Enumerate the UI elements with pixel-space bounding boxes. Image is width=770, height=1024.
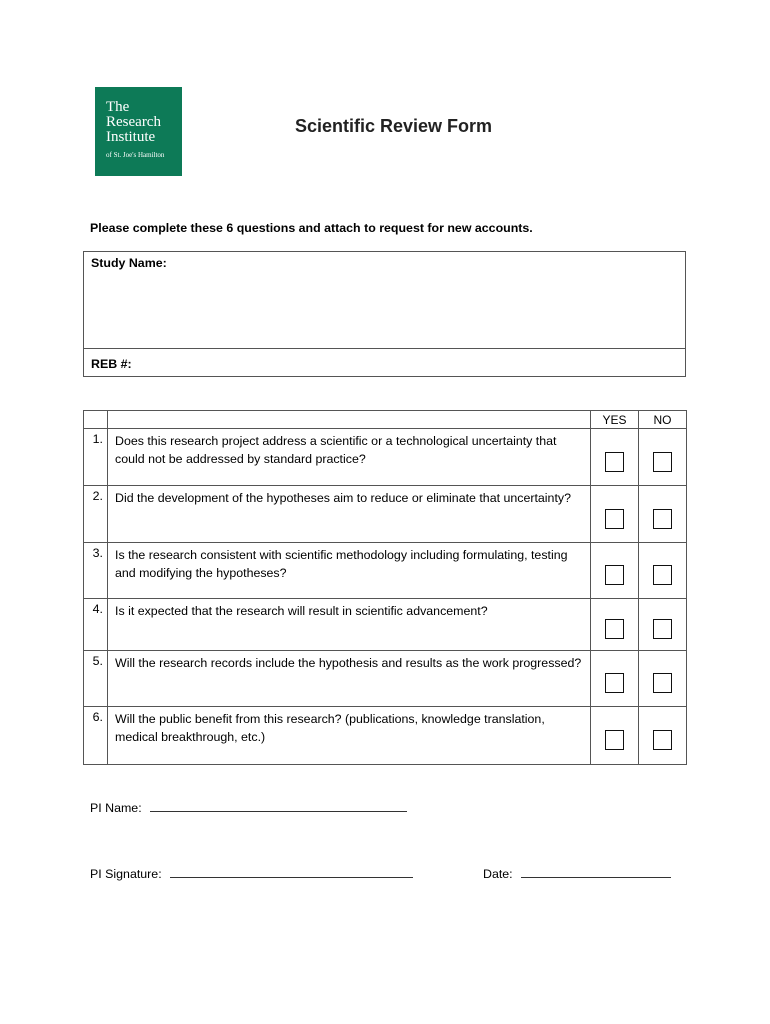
date-field [483,865,671,881]
instructions: Please complete these 6 questions and attach to request for new accounts. [90,221,533,235]
research-institute-logo [95,87,182,176]
date-label: Date: [483,867,513,881]
logo-subtext: of St. Joe's Hamilton [106,151,165,159]
study-info-box [83,251,686,377]
question-text: Will the research records include the hypothesis and results as the work progressed? [108,651,591,707]
no-checkbox[interactable] [653,452,672,472]
question-number: 5. [84,651,108,707]
yes-checkbox[interactable] [605,730,624,750]
question-row [84,543,687,599]
pi-name-line[interactable] [150,799,407,812]
yes-cell [591,429,639,486]
question-text: Is it expected that the research will result in scientific advancement? [108,599,591,651]
question-row [84,486,687,543]
yes-checkbox[interactable] [605,565,624,585]
logo-line-3: Institute [106,129,156,145]
yes-cell [591,707,639,765]
reb-label: REB #: [91,357,132,371]
yes-checkbox[interactable] [605,509,624,529]
logo-line-1: The [106,99,130,115]
pi-signature-label: PI Signature: [90,867,162,881]
yes-header: YES [591,411,639,429]
study-name-label: Study Name: [91,256,167,270]
question-number: 4. [84,599,108,651]
question-row [84,651,687,707]
no-checkbox[interactable] [653,673,672,693]
date-line[interactable] [521,865,671,878]
question-text: Is the research consistent with scientific methodology including formulating, testing and modifying the hypotheses? [108,543,591,599]
no-cell [639,429,687,486]
no-cell [639,599,687,651]
question-number: 2. [84,486,108,543]
no-cell [639,707,687,765]
no-cell [639,543,687,599]
question-number: 6. [84,707,108,765]
question-row [84,707,687,765]
yes-checkbox[interactable] [605,619,624,639]
yes-cell [591,543,639,599]
no-header: NO [639,411,687,429]
pi-signature-field [90,865,413,881]
pi-signature-line[interactable] [170,865,413,878]
no-checkbox[interactable] [653,565,672,585]
question-number: 1. [84,429,108,486]
header-text-cell [108,411,591,429]
no-checkbox[interactable] [653,509,672,529]
no-checkbox[interactable] [653,619,672,639]
no-cell [639,486,687,543]
yes-cell [591,486,639,543]
logo-text [106,100,161,145]
no-checkbox[interactable] [653,730,672,750]
question-text: Does this research project address a scientific or a technological uncertainty that could not be addressed by standard practice? [108,429,591,486]
questions-table [83,410,687,765]
question-row [84,599,687,651]
question-text: Did the development of the hypotheses aim to reduce or eliminate that uncertainty? [108,486,591,543]
question-row [84,429,687,486]
yes-checkbox[interactable] [605,452,624,472]
question-text: Will the public benefit from this research? (publications, knowledge translation, medical breakthrough, etc.) [108,707,591,765]
question-number: 3. [84,543,108,599]
no-cell [639,651,687,707]
yes-checkbox[interactable] [605,673,624,693]
logo-line-2: Research [106,114,161,130]
yes-cell [591,651,639,707]
page-title: Scientific Review Form [295,116,493,136]
box-divider [84,348,685,349]
pi-name-label: PI Name: [90,801,142,815]
pi-name-field [90,799,407,815]
yes-cell [591,599,639,651]
table-header-row [84,411,687,429]
header-num-cell [84,411,108,429]
